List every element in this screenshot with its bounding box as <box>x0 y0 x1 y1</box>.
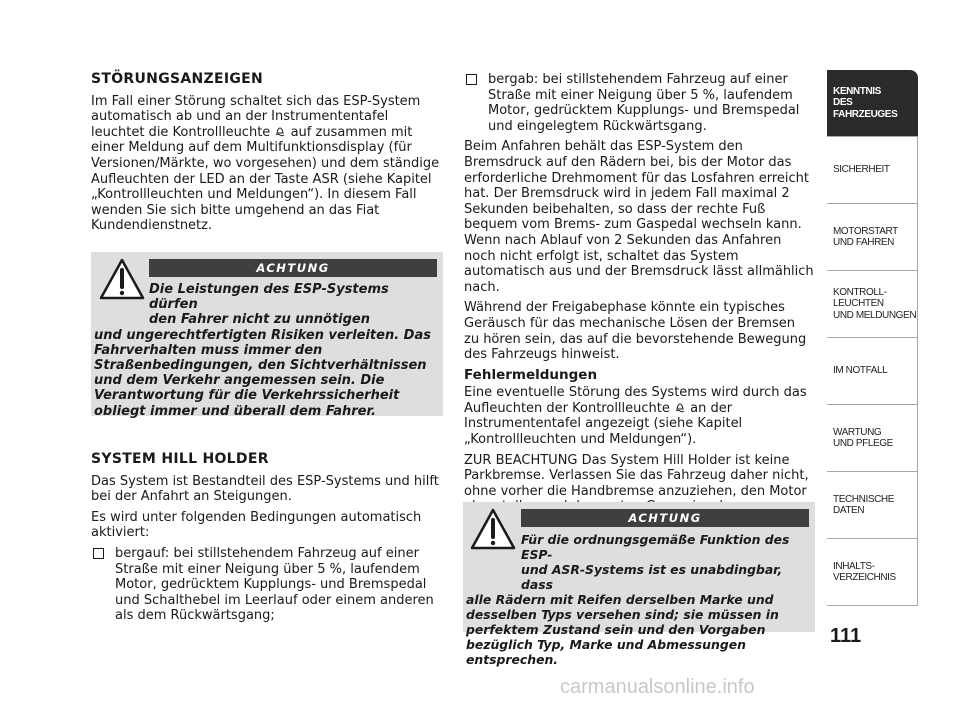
list-item: bergauf: bei stillstehendem Fahrzeug auf einer Straße mit einer Neigung über 5 %, laufendem Motor, gedrücktem Kupplungs- und Bremspedal und Schalthebel im Leerlauf oder einem anderen als dem Rückwärtsgang; <box>91 546 441 624</box>
warning-label: ACHTUNG <box>149 259 437 277</box>
checkbox-bullet-icon <box>93 548 104 559</box>
warning-box-tires <box>463 502 815 667</box>
sidebar-item-motorstart[interactable]: MOTORSTART UND FAHREN <box>827 204 918 271</box>
paragraph-zur-beachtung: ZUR BEACHTUNG Das System Hill Holder ist keine Parkbremse. Verlassen Sie das Fahrzeug daher nicht, ohne vorher die Handbremse anzuziehen, den Motor <box>464 452 809 499</box>
sidebar-item-wartung[interactable]: WARTUNG UND PFLEGE <box>827 405 918 472</box>
sidebar-item-sicherheit[interactable]: SICHERHEIT <box>827 137 918 204</box>
sidebar-item-inhaltsverzeichnis[interactable]: INHALTS- VERZEICHNIS <box>827 539 918 606</box>
sidebar-item-kontrollleuchten[interactable]: KONTROLL- LEUCHTEN UND MELDUNGEN <box>827 271 918 338</box>
warning-label: ACHTUNG <box>521 509 809 527</box>
footer-watermark: carmanualsonline.info <box>560 676 755 698</box>
left-column-lower <box>91 452 441 629</box>
esp-warning-lamp-icon <box>674 401 686 413</box>
paragraph-hill-holder-conditions: Es wird unter folgenden Bedingungen automatisch aktiviert: <box>91 509 422 541</box>
esp-warning-lamp-icon <box>274 125 286 137</box>
warning-text: Für die ordnungsgemäße Funktion des ESP- und ASR-Systems ist es unabdingbar, dass alle Rädern mit Reifen derselben Marke und desselben Typs versehen sind; sie müssen in perfektem Zustand sein und den Vorgaben bezüglich Typ, Marke und Abmessungen entsprechen. <box>466 532 790 667</box>
page-number: 111 <box>830 625 862 647</box>
checkbox-bullet-icon <box>466 74 477 85</box>
sidebar-item-kenntnis[interactable]: KENNTNIS DES FAHRZEUGES <box>827 70 918 137</box>
sidebar-item-technische-daten[interactable]: TECHNISCHE DATEN <box>827 472 918 539</box>
left-column <box>91 72 441 239</box>
warning-box-esp <box>91 252 443 419</box>
section-heading-stoerungsanzeigen: STÖRUNGSANZEIGEN <box>91 71 264 87</box>
paragraph-hill-holder-intro: Das System ist Bestandteil des ESP-Systems und hilft bei der Anfahrt an Steigungen. <box>91 473 439 505</box>
chapter-sidebar <box>827 70 918 606</box>
subheading-fehlermeldungen: Fehlermeldungen <box>464 366 598 383</box>
paragraph-anfahren: Beim Anfahren behält das ESP-System den Bremsdruck auf den Rädern bei, bis der Motor das erforderliche Drehmoment für das Losfahren erreicht hat. Der Bremsdruck wird in jedem Fall maximal 2 Sekunden beibehalten, so dass der rechte Fuß bequem vom Brems- zum Gaspedal wechseln kann. Wenn nach Ablauf von 2 Sekunden das Anfahren noch nicht erfolgt ist, schaltet das System automatisch aus und der Bremsdruck lässt allmählich nach. <box>464 139 814 295</box>
right-column <box>464 72 814 520</box>
warning-text: Die Leistungen des ESP-Systems dürfen den Fahrer nicht zu unnötigen und ungerechtfertigten Risiken verleiten. Das Fahrverhalten muss immer den Straßenbedingungen, den Sichtverhältnissen und dem Verkehr angemessen sein. Die Verantwortung für die Verkehrssicherheit obliegt immer und überall dem Fahrer. <box>94 282 431 419</box>
sidebar-item-notfall[interactable]: IM NOTFALL <box>827 338 918 405</box>
section-heading-hill-holder: SYSTEM HILL HOLDER <box>91 451 269 467</box>
paragraph-freigabephase: Während der Freigabephase könnte ein typisches Geräusch für das mechanische Lösen der Bremsen zu hören sein, das auf die bevorstehende Bewegung des Fahrzeugs hinweist. <box>464 300 807 363</box>
paragraph-fehler: Eine eventuelle Störung des Systems wird durch das Aufleuchten der Kontrollleuchte an der Instrumententafel angezeigt (siehe Kapitel „Kontrollleuchten und Meldungen“). <box>464 385 807 448</box>
paragraph-stoerung: Im Fall einer Störung schaltet sich das ESP-System automatisch ab und an der Instrumententafel leuchtet die Kontrollleuchte auf zusammen mit einer Meldung auf dem Multifunktionsdisplay (für Versionen/Märkte, wo vorgesehen) und dem ständige Aufleuchten der LED an der Taste ASR (siehe Kapitel „Kontrollleuchten und Meldungen“). In diesem Fall wenden Sie sich bitte umgehend an das Fiat Kundendienstnetz. <box>91 93 440 234</box>
list-item: bergab: bei stillstehendem Fahrzeug auf einer Straße mit einer Neigung über 5 %, laufendem Motor, gedrücktem Kupplungs- und Bremspedal und eingelegtem Rückwärtsgang. <box>464 72 814 134</box>
